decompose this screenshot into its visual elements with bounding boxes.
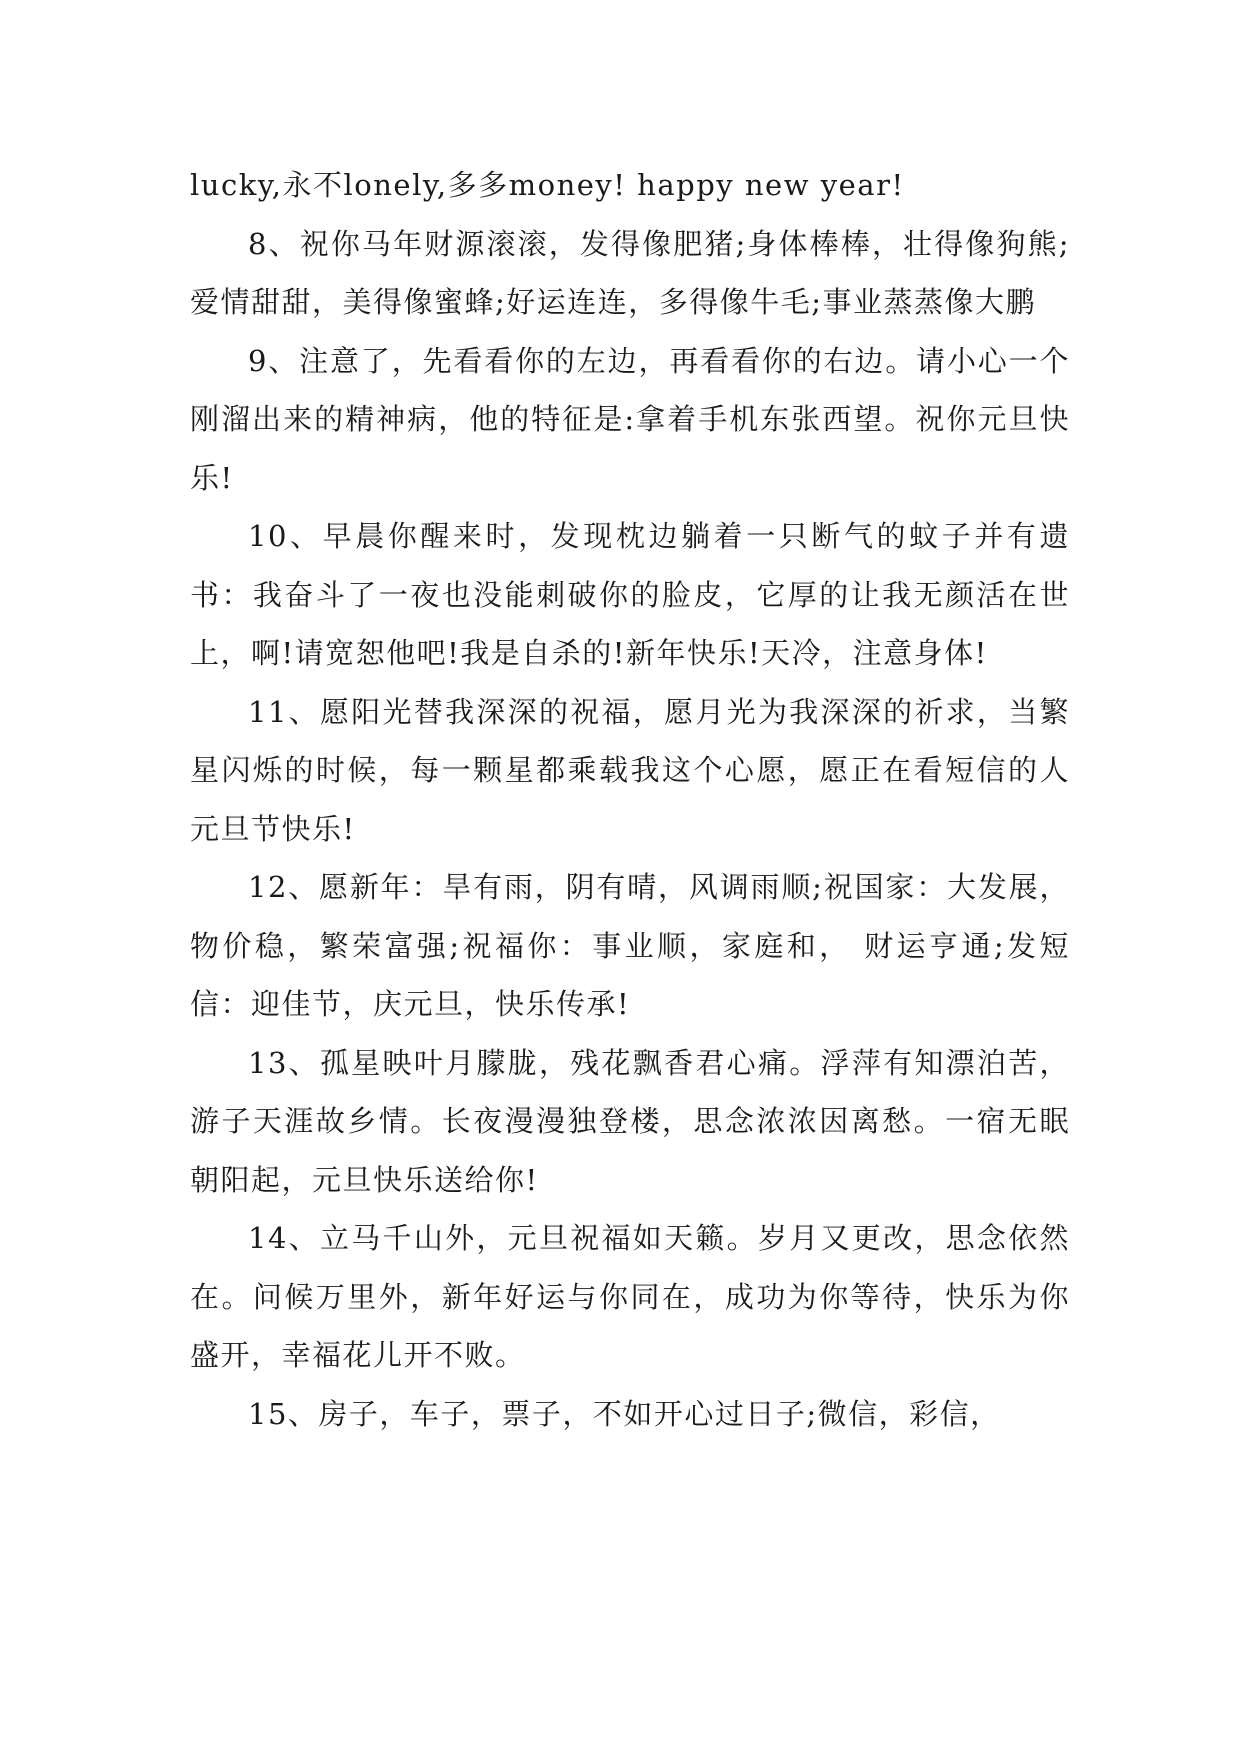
- paragraph-continued: lucky,永不lonely,多多money! happy new year!: [190, 168, 905, 202]
- paragraph-item-13: 13、孤星映叶月朦胧，残花飘香君心痛。浮萍有知漂泊苦，游子天涯故乡情。长夜漫漫独登楼，思念浓浓因离愁。一宿无眠朝阳起，元旦快乐送给你!: [190, 1045, 1070, 1197]
- paragraph-item-10: 10、早晨你醒来时，发现枕边躺着一只断气的蚊子并有遗书：我奋斗了一夜也没能刺破你的脸皮，它厚的让我无颜活在世上，啊!请宽恕他吧!我是自杀的!新年快乐!天冷，注意身体!: [190, 519, 1070, 670]
- paragraph-item-15: 15、房子，车子，票子，不如开心过日子;微信，彩信，: [248, 1396, 1001, 1431]
- paragraph-item-14: 14、立马千山外，元旦祝福如天籁。岁月又更改，思念依然在。问候万里外，新年好运与你同在，成功为你等待，快乐为你盛开，幸福花儿开不败。: [190, 1221, 1070, 1372]
- paragraph-item-8: 8、祝你马年财源滚滚，发得像肥猪;身体棒棒，壮得像狗熊;爱情甜甜，美得像蜜蜂;好运连连，多得像牛毛;事业蒸蒸像大鹏: [190, 226, 1070, 319]
- paragraph-item-12: 12、愿新年：旱有雨，阴有晴，风调雨顺;祝国家：大发展，物价稳，繁荣富强;祝福你：事业顺，家庭和， 财运亨通;发短信：迎佳节，庆元旦，快乐传承!: [190, 870, 1070, 1021]
- paragraph-item-9: 9、注意了，先看看你的左边，再看看你的右边。请小心一个刚溜出来的精神病，他的特征是:拿着手机东张西望。祝你元旦快乐!: [190, 343, 1070, 495]
- paragraph-item-11: 11、愿阳光替我深深的祝福，愿月光为我深深的祈求，当繁星闪烁的时候，每一颗星都乘载我这个心愿，愿正在看短信的人元旦节快乐!: [190, 694, 1070, 846]
- document-body: [190, 156, 1070, 1443]
